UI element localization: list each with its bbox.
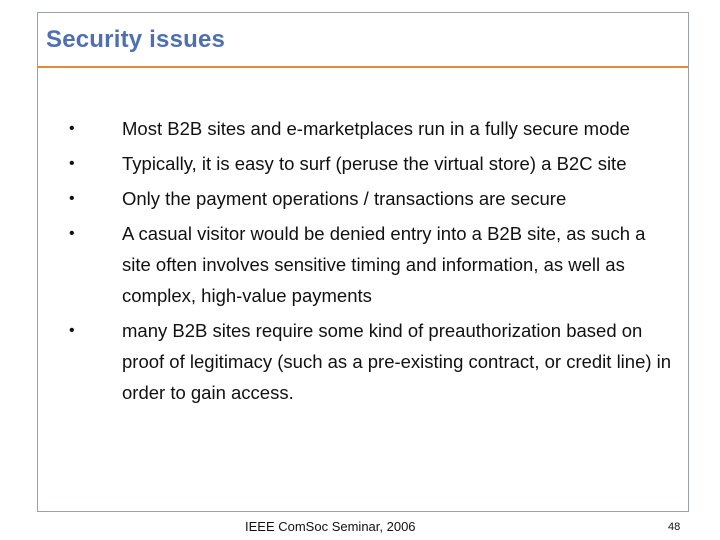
bullet-item-4 (38, 218, 688, 311)
bullet-item-2 (38, 148, 688, 179)
bullet-text: Typically, it is easy to surf (peruse the virtual store) a B2C site (122, 153, 627, 174)
bullet-text: Most B2B sites and e-marketplaces run in a fully secure mode (122, 118, 630, 139)
bullet-dot-icon: • (69, 225, 75, 242)
title-bar (38, 13, 688, 67)
bullet-item-5 (38, 315, 688, 408)
bullet-text: A casual visitor would be denied entry into a B2B site, as such a site often involves sensitive timing and information, as well as complex, high-value payments (122, 223, 646, 306)
slide-title: Security issues (46, 26, 226, 53)
bullet-dot-icon: • (69, 120, 75, 137)
bullet-dot-icon: • (69, 190, 75, 207)
bullet-item-1 (38, 113, 688, 144)
bullet-dot-icon: • (69, 155, 75, 172)
bullet-text: many B2B sites require some kind of preauthorization based on proof of legitimacy (such as a pre-existing contract, or credit line) in order to gain access. (122, 320, 672, 403)
title-divider (38, 66, 688, 68)
slide-frame (37, 12, 689, 512)
page-number: 48 (668, 521, 681, 533)
footer-text: IEEE ComSoc Seminar, 2006 (245, 519, 416, 534)
bullet-dot-icon: • (69, 322, 75, 339)
bullet-text: Only the payment operations / transactions are secure (122, 188, 567, 209)
bullet-item-3 (38, 183, 688, 214)
bullet-list (38, 113, 688, 412)
